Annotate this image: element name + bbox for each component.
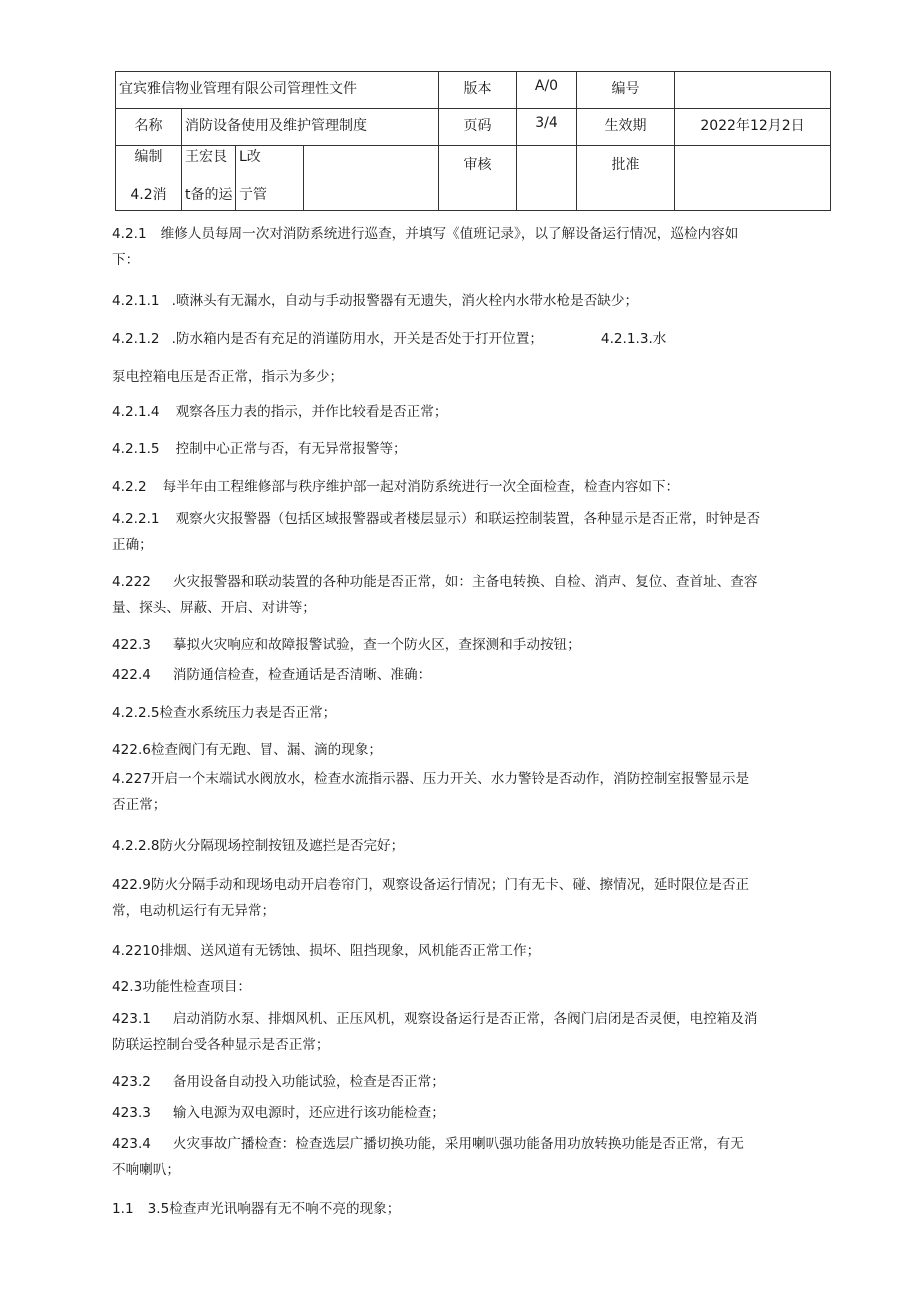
editor-cell xyxy=(116,146,182,211)
line-3: 4.2.1.2 .防水箱内是否有充足的消谨防用水，开关是否处于打开位置； 4.2.1.3.水 xyxy=(112,331,667,347)
line-1: 下： xyxy=(112,252,140,268)
page-value: 3/4 xyxy=(517,109,577,146)
line-20: 常，电动机运行有无异常； xyxy=(112,903,276,919)
line-12: 422.3 摹拟火灾响应和故障报警试验，查一个防火区，查探测和手动按钮； xyxy=(112,637,581,653)
edit-frag-cell xyxy=(236,146,304,211)
line-0: 4.2.1 维修人员每周一次对消防系统进行巡查，并填写《值班记录》，以了解设备运行情况，巡检内容如 xyxy=(112,226,739,242)
line-25: 423.2 备用设备自动投入功能试验，检查是否正常； xyxy=(112,1074,445,1090)
version-label: 版本 xyxy=(439,72,517,109)
line-27: 423.4 火灾事故广播检查：检查选层广播切换功能，采用喇叭强功能备用功放转换功能是否正常，有无 xyxy=(112,1136,744,1152)
line-28: 不响喇叭； xyxy=(112,1162,180,1178)
approve-label: 批准 xyxy=(577,146,675,211)
line-18: 4.2.2.8防火分隔现场控制按钮及遮拦是否完好； xyxy=(112,838,405,854)
name-label: 名称 xyxy=(116,109,182,146)
line-17: 否正常； xyxy=(112,797,167,813)
line-8: 4.2.2.1 观察火灾报警器（包括区域报警器或者楼层显示）和联运控制装置，各种显示是否正常，时钟是否 xyxy=(112,511,761,527)
line-6: 4.2.1.5 控制中心正常与否，有无异常报警等； xyxy=(112,441,407,457)
line-24: 防联运控制台受各种显示是否正常； xyxy=(112,1037,330,1053)
editor-value: 王宏艮 xyxy=(185,149,227,165)
line-9: 正确； xyxy=(112,537,153,553)
editor-value-cell xyxy=(182,146,236,211)
edit-frag: L改 xyxy=(239,149,261,165)
line-29: 1.1 3.5检查声光讯响器有无不响不亮的现象； xyxy=(112,1201,401,1217)
page-label: 页码 xyxy=(439,109,517,146)
line-14: 4.2.2.5检查水系统压力表是否正常； xyxy=(112,705,337,721)
number-value xyxy=(675,72,831,109)
line-11: 量、探头、屏蔽、开启、对讲等； xyxy=(112,600,316,616)
line-16: 4.227开启一个末端试水阀放水，检查水流指示器、压力开关、水力警铃是否动作，消防控制室报警显示是 xyxy=(112,771,750,787)
blank-cell xyxy=(304,146,439,211)
line-22: 42.3功能性检查项目： xyxy=(112,979,252,995)
line-7: 4.2.2 每半年由工程维修部与秩序维护部一起对消防系统进行一次全面检查，检查内容如下： xyxy=(112,479,680,495)
company-name: 宜宾雅信物业管理有限公司管理性文件 xyxy=(116,72,439,109)
line-15: 422.6检查阀门有无跑、冒、漏、滴的现象； xyxy=(112,742,383,758)
line-10: 4.222 火灾报警器和联动装置的各种功能是否正常，如：主备电转换、自检、消声、复位、查首址、查容 xyxy=(112,574,758,590)
review-value xyxy=(517,146,577,211)
line-19: 422.9防火分隔手动和现场电动开启卷帘门，观察设备运行情况；门有无卡、碰、擦情况，延时限位是否正 xyxy=(112,877,750,893)
line-13: 422.4 消防通信检查，检查通话是否清晰、准确： xyxy=(112,667,432,683)
version-value: A/0 xyxy=(517,72,577,109)
line-4: 泵电控箱电压是否正常，指示为多少； xyxy=(112,369,344,385)
number-label: 编号 xyxy=(577,72,675,109)
review-label: 审核 xyxy=(439,146,517,211)
approve-value xyxy=(675,146,831,211)
document-header-table xyxy=(115,71,831,211)
effective-label: 生效期 xyxy=(577,109,675,146)
editor-label: 编制 xyxy=(134,149,163,165)
line-26: 423.3 输入电源为双电源时，还应进行该功能检查； xyxy=(112,1105,445,1121)
line-2: 4.2.1.1 .喷淋头有无漏水，自动与手动报警器有无遗失，消火栓内水带水枪是否缺少； xyxy=(112,293,639,309)
overlap-text-c: 亍管 xyxy=(239,187,267,203)
line-21: 4.2210排烟、送风道有无锈蚀、损坏、阻挡现象，风机能否正常工作； xyxy=(112,943,541,959)
line-5: 4.2.1.4 观察各压力表的指示，并作比较看是否正常； xyxy=(112,404,448,420)
overlap-text-b: t备的运 xyxy=(185,187,233,203)
effective-value: 2022年12月2日 xyxy=(675,109,831,146)
overlap-text-a: 4.2消 xyxy=(130,187,167,203)
line-23: 423.1 启动消防水泵、排烟风机、正压风机，观察设备运行是否正常，各阀门启闭是否灵便，电控箱及消 xyxy=(112,1011,758,1027)
name-value: 消防设备使用及维护管理制度 xyxy=(182,109,439,146)
